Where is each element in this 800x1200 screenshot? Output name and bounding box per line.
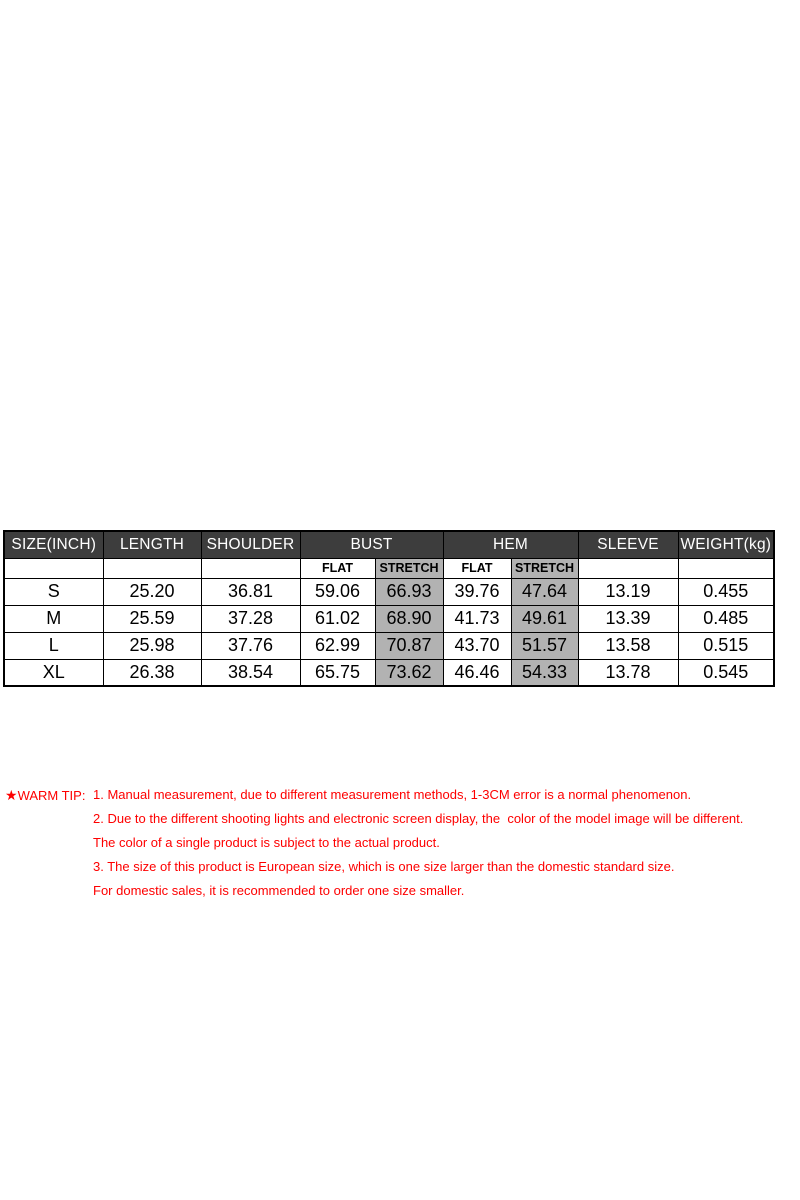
cell-shoulder: 37.28 [201,605,300,632]
subheader-bust-stretch: STRETCH [375,558,443,578]
subheader-empty-weight [678,558,774,578]
cell-size: L [4,632,103,659]
cell-sleeve: 13.78 [578,659,678,686]
cell-weight: 0.455 [678,578,774,605]
cell-sleeve: 13.19 [578,578,678,605]
cell-size: S [4,578,103,605]
cell-weight: 0.545 [678,659,774,686]
cell-size: M [4,605,103,632]
cell-bust-stretch: 70.87 [375,632,443,659]
col-header-hem: HEM [443,531,578,558]
col-header-size: SIZE(INCH) [4,531,103,558]
warm-tip-label-text: WARM TIP: [17,788,86,803]
cell-hem-flat: 46.46 [443,659,511,686]
table-row-l [4,632,774,659]
cell-hem-stretch: 49.61 [511,605,578,632]
warm-tip-line-4: 3. The size of this product is European size, which is one size larger than the domestic standard size. [93,859,675,874]
star-icon: ★ [5,787,18,803]
cell-shoulder: 38.54 [201,659,300,686]
cell-hem-flat: 41.73 [443,605,511,632]
cell-length: 25.98 [103,632,201,659]
subheader-empty-size [4,558,103,578]
cell-size: XL [4,659,103,686]
warm-tip-line-5: For domestic sales, it is recommended to order one size smaller. [93,883,465,898]
cell-bust-flat: 61.02 [300,605,375,632]
subheader-hem-flat: FLAT [443,558,511,578]
col-header-bust: BUST [300,531,443,558]
cell-hem-stretch: 47.64 [511,578,578,605]
warm-tip-line-3: The color of a single product is subject to the actual product. [93,835,440,850]
col-header-sleeve: SLEEVE [578,531,678,558]
cell-bust-stretch: 73.62 [375,659,443,686]
table-subheader-row [4,558,774,578]
cell-shoulder: 37.76 [201,632,300,659]
warm-tip-line-1: 1. Manual measurement, due to different measurement methods, 1-3CM error is a normal phenomenon. [93,787,692,802]
warm-tips-section [0,783,800,903]
cell-hem-flat: 43.70 [443,632,511,659]
subheader-empty-sleeve [578,558,678,578]
table-row-s [4,578,774,605]
cell-sleeve: 13.39 [578,605,678,632]
subheader-bust-flat: FLAT [300,558,375,578]
cell-hem-stretch: 54.33 [511,659,578,686]
cell-weight: 0.485 [678,605,774,632]
table-row-m [4,605,774,632]
subheader-empty-shoulder [201,558,300,578]
col-header-weight: WEIGHT(kg) [678,531,774,558]
cell-bust-flat: 62.99 [300,632,375,659]
col-header-shoulder: SHOULDER [201,531,300,558]
cell-weight: 0.515 [678,632,774,659]
cell-bust-flat: 59.06 [300,578,375,605]
cell-length: 25.59 [103,605,201,632]
warm-tip-line-2: 2. Due to the different shooting lights and electronic screen display, the color of the model image will be different. [93,811,744,826]
warm-tip-label [5,783,85,808]
cell-length: 25.20 [103,578,201,605]
cell-hem-flat: 39.76 [443,578,511,605]
table-row-xl [4,659,774,686]
cell-shoulder: 36.81 [201,578,300,605]
cell-bust-stretch: 68.90 [375,605,443,632]
cell-bust-flat: 65.75 [300,659,375,686]
subheader-empty-length [103,558,201,578]
cell-sleeve: 13.58 [578,632,678,659]
warm-tip-lines [93,783,800,903]
cell-length: 26.38 [103,659,201,686]
subheader-hem-stretch: STRETCH [511,558,578,578]
cell-bust-stretch: 66.93 [375,578,443,605]
size-chart-table [3,530,775,687]
col-header-length: LENGTH [103,531,201,558]
table-header-row [4,531,774,558]
cell-hem-stretch: 51.57 [511,632,578,659]
